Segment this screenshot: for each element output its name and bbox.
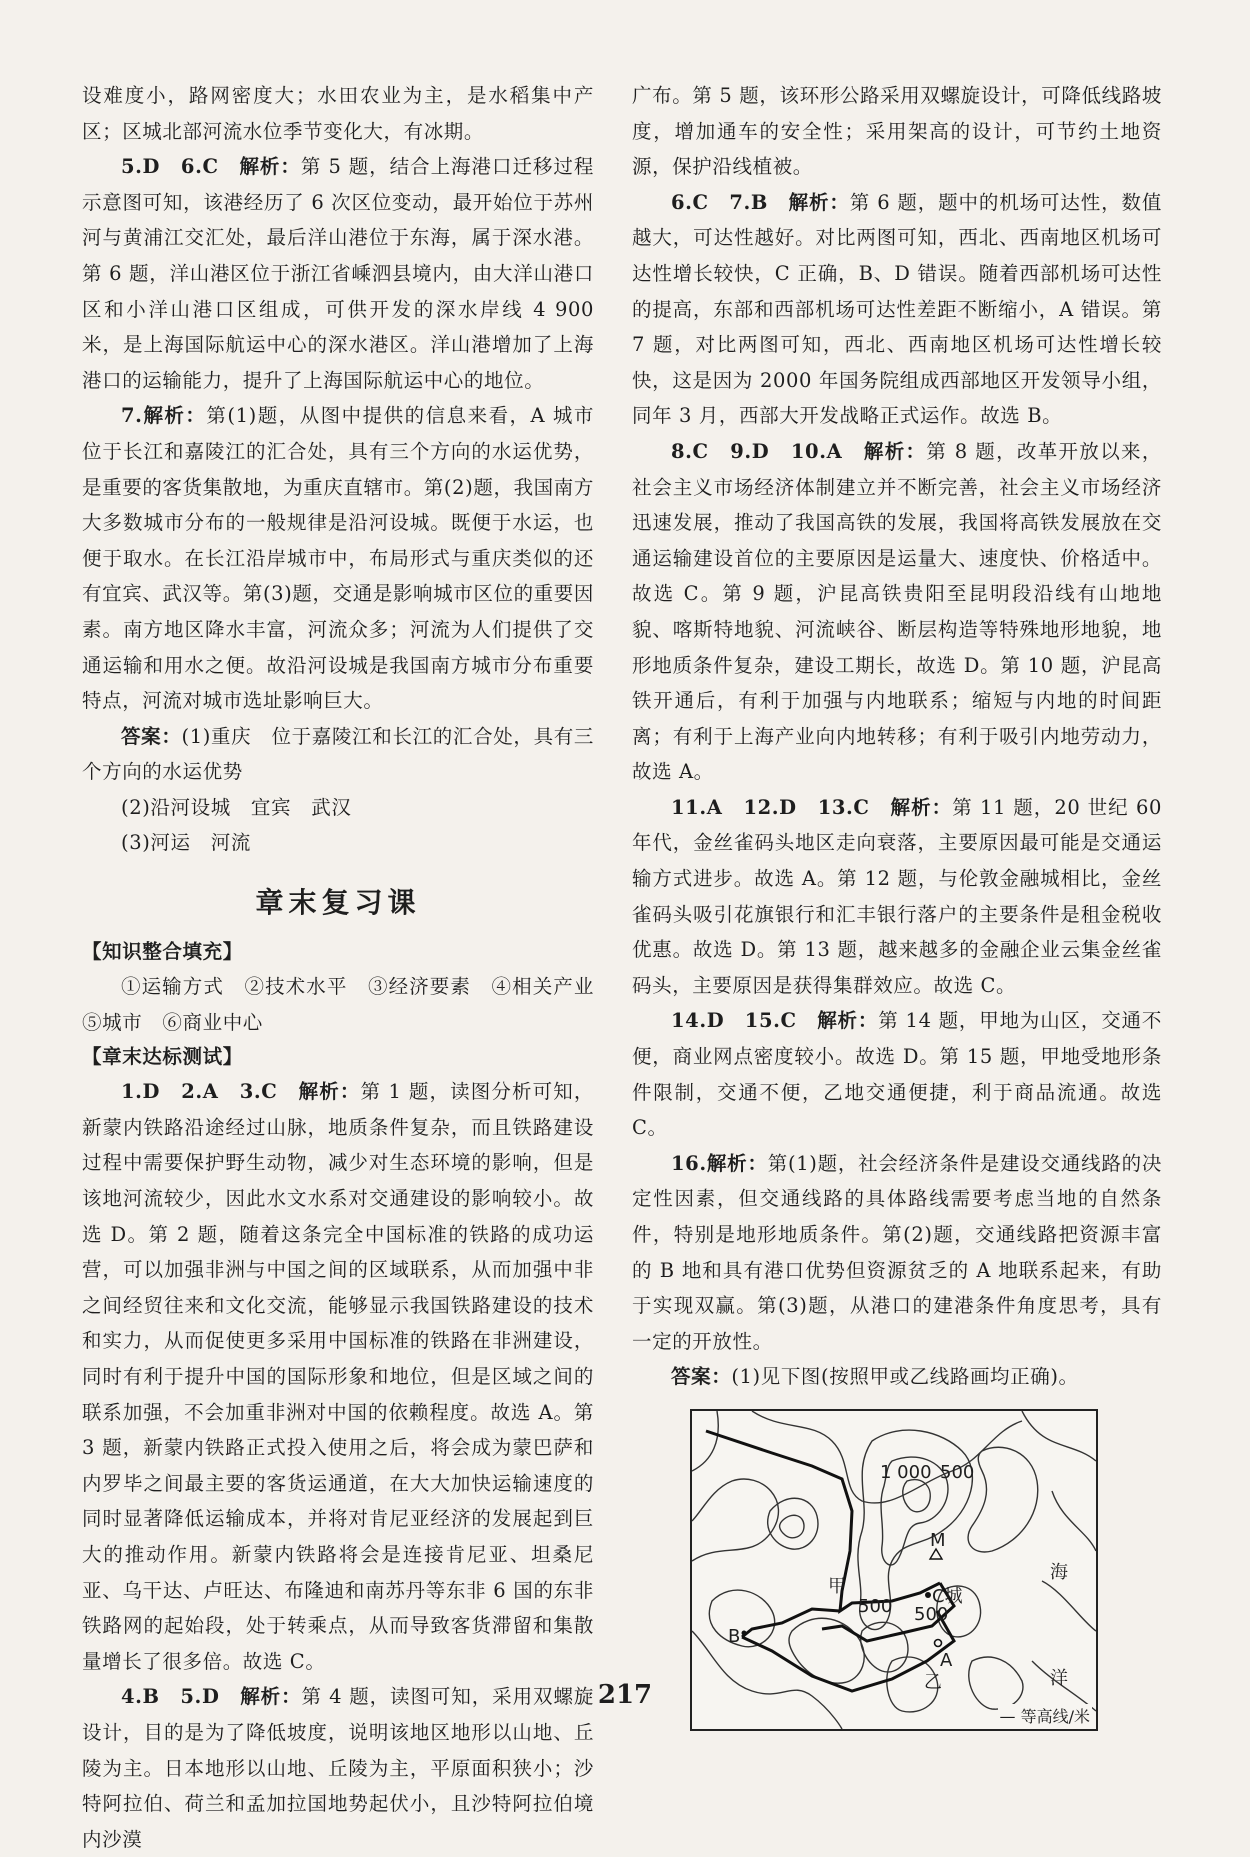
point-A-marker <box>935 1639 942 1646</box>
analysis-label: 解析： <box>706 1151 768 1175</box>
label-yi: 乙 <box>924 1671 942 1693</box>
paragraph: 设难度小，路网密度大；水田农业为主，是水稻集中产区；区城北部河流水位季节变化大，有冰期。 <box>82 84 594 143</box>
point-B-marker <box>742 1630 747 1635</box>
answer-q6-7 <box>632 185 1162 434</box>
analysis-text: 第 11 题，20 世纪 60 年代，金丝雀码头地区走向衰落，主要原因最可能是交通运输方式进步。故选 A。第 12 题，与伦敦金融城相比，金丝雀码头吸引花旗银行和汇丰银行落户的主要条件是租金税收优惠。故选 D。第 13 题，越来越多的金融企业云集金丝雀码头，主要原因是获得集群效应。故选 C。 <box>632 795 1162 997</box>
contour-label-1000: 1 000 <box>880 1461 932 1483</box>
answer-numbers: 11.A 12.D 13.C <box>671 795 870 819</box>
answer-label: 答案： <box>671 1365 732 1389</box>
section-heading: 【章末达标测试】 <box>82 1045 243 1069</box>
knowledge-fill: ①运输方式 ②技术水平 ③经济要素 ④相关产业 ⑤城市 ⑥商业中心 <box>82 975 615 1034</box>
analysis-label: 解析： <box>890 795 953 819</box>
analysis-text: 第 4 题，读图可知，采用双螺旋设计，目的是为了降低坡度，说明该地区地形以山地、丘陵为主。日本地形以山地、丘陵为主，平原面积狭小；沙特阿拉伯、荷兰和孟加拉国地势起伏小，且沙特阿拉伯境内沙漠 <box>82 1685 594 1851</box>
contour-label-500: 500 <box>914 1603 949 1625</box>
answer-q5-6 <box>82 149 594 398</box>
analysis-label: 解析： <box>298 1080 361 1104</box>
analysis-label: 解析： <box>240 1685 302 1709</box>
contour-label-500: 500 <box>858 1595 893 1617</box>
left-column <box>82 78 615 1857</box>
analysis-text: 第 1 题，读图分析可知，新蒙内铁路沿途经过山脉，地质条件复杂，而且铁路建设过程中需要保护野生动物，减少对生态环境的影响，但是该地河流较少，因此水文水系对交通建设的影响较小。故选 D。第 2 题，随着这条完全中国标准的铁路的成功运营，可以加强非洲与中国之间的区域联系，从而加强中非之间经贸往来和文化交流，能够显示我国铁路建设的技术和实力，从而促使更多采用中国标准的铁路在非洲建设，同时有利于提升中国的国际形象和地位，但是区域之间的联系加强，不会加重非洲对中国的依赖程度。故选 A。第 3 题，新蒙内铁路正式投入使用之后，将会成为蒙巴萨和内罗毕之间最主要的客货运通道，在大大加快运输速度的同时显著降低运输成本，并将对肯尼亚经济的发展起到巨大的推动作用。新蒙内铁路将会是连接肯尼亚、坦桑尼亚、乌干达、卢旺达、布隆迪和南苏丹等东非 6 国的东非铁路网的起始段，处于转乘点，从而导致客货滞留和集散量增长了很多倍。故选 C。 <box>82 1080 595 1673</box>
label-B: B <box>728 1625 741 1647</box>
analysis-label: 解析： <box>142 404 207 428</box>
analysis-text: 第 14 题，甲地为山区，交通不便，商业网点密度较小。故选 D。第 15 题，甲地受地形条件限制，交通不便，乙地交通便捷，利于商品流通。故选 C。 <box>632 1009 1162 1140</box>
answer-numbers: 6.C 7.B <box>671 190 768 214</box>
answer-block <box>632 1359 1162 1395</box>
answer-q7 <box>82 398 594 718</box>
answer-line: (3)河运 河流 <box>121 831 251 855</box>
chapter-title: 章末复习课 <box>255 886 421 920</box>
answer-line: (2)沿河设城 宜宾 武汉 <box>121 795 352 819</box>
contour-label-500: 500 <box>940 1461 975 1483</box>
map-legend: — 等高线/米 <box>998 1704 1093 1727</box>
answer-q1-3 <box>82 1074 594 1679</box>
paragraph: 广布。第 5 题，该环形公路采用双螺旋设计，可降低线路坡度，增加通车的安全性；采用架高的设计，可节约土地资源，保护沿线植被。 <box>632 84 1162 179</box>
answer-q8-10 <box>632 434 1162 790</box>
answer-q16 <box>632 1146 1162 1360</box>
answer-q14-15 <box>632 1003 1162 1145</box>
answer-text: (1)重庆 位于嘉陵江和长江的汇合处，具有三个方向的水运优势 <box>82 724 594 784</box>
answer-numbers: 4.B 5.D <box>121 1685 220 1709</box>
analysis-label: 解析： <box>817 1009 879 1033</box>
label-city-C: C城 <box>932 1585 963 1607</box>
analysis-text: 第 8 题，改革开放以来，社会主义市场经济体制建立并不断完善，社会主义市场经济迅速发展，推动了我国高铁的发展，我国将高铁发展放在交通运输建设首位的主要原因是运量大、速度快、价格适中。故选 C。第 9 题，沪昆高铁贵阳至昆明段沿线有山地地貌、喀斯特地貌、河流峡谷、断层构造等特殊地形地貌，地形地质条件复杂，建设工期长，故选 D。第 10 题，沪昆高铁开通后，有利于加强与内地联系；缩短与内地的时间距离；有利于上海产业向内地转移；有利于吸引内地劳动力，故选 A。 <box>632 439 1162 784</box>
right-column <box>632 78 1162 1731</box>
analysis-label: 解析： <box>239 155 301 179</box>
legend-text: 等高线/米 <box>1020 1706 1090 1726</box>
answer-q11-13 <box>632 790 1162 1004</box>
answer-numbers: 5.D 6.C <box>121 155 219 179</box>
label-A: A <box>940 1649 953 1671</box>
page-number: 217 <box>597 1680 653 1710</box>
analysis-text: 第(1)题，社会经济条件是建设交通线路的决定性因素，但交通线路的具体路线需要考虑当地的自然条件，特别是地形地质条件。第(2)题，交通线路把资源丰富的 B 地和具有港口优势但资源贫乏的 A 地联系起来，有助于实现双赢。第(3)题，从港口的建港条件角度思考，具有一定的开放性。 <box>632 1151 1162 1353</box>
analysis-text: 第(1)题，从图中提供的信息来看，A 城市位于长江和嘉陵江的汇合处，具有三个方向的水运优势，是重要的客货集散地，为重庆直辖市。第(2)题，我国南方大多数城市分布的一般规律是沿河设城。既便于水运，也便于取水。在长江沿岸城市中，布局形式与重庆类似的还有宜宾、武汉等。第(3)题，交通是影响城市区位的重要因素。南方地区降水丰富，河流众多；河流为人们提供了交通运输和用水之便。故沿河设城是我国南方城市分布重要特点，河流对城市选址影响巨大。 <box>82 404 594 713</box>
analysis-label: 解析： <box>788 190 850 214</box>
answer-numbers: 14.D 15.C <box>671 1009 797 1033</box>
answer-block <box>82 719 594 790</box>
answer-text: (1)见下图(按照甲或乙线路画均正确)。 <box>731 1365 1079 1389</box>
answer-numbers: 1.D 2.A 3.C <box>121 1080 278 1104</box>
analysis-text: 第 6 题，题中的机场可达性，数值越大，可达性越好。对比两图可知，西北、西南地区机场可达性增长较快，C 正确，B、D 错误。随着西部机场可达性的提高，东部和西部机场可达性差距不断缩小，A 错误。第 7 题，对比两图可知，西北、西南地区机场可达性增长较快，这是因为 2000 年国务院组成西部地区开发领导小组，同年 3 月，西部大开发战略正式运作。故选 B。 <box>632 190 1162 428</box>
analysis-label: 解析： <box>863 439 927 463</box>
answer-numbers: 16. <box>671 1151 707 1175</box>
answer-numbers: 7. <box>121 404 143 428</box>
analysis-text: 第 5 题，结合上海港口迁移过程示意图可知，该港经历了 6 次区位变动，最开始位于苏州河与黄浦江交汇处，最后洋山港位于东海，属于深水港。第 6 题，洋山港区位于浙江省嵊泗县境内，由大洋山港口区和小洋山港口区组成，可供开发的深水岸线 4 900 米，是上海国际航运中心的深水港区。洋山港增加了上海港口的运输能力，提升了上海国际航运中心的地位。 <box>82 155 594 392</box>
answer-label: 答案： <box>121 724 182 748</box>
label-ocean: 洋 <box>1050 1667 1068 1689</box>
label-sea: 海 <box>1050 1561 1068 1583</box>
label-jia: 甲 <box>828 1575 846 1597</box>
label-M: M <box>930 1529 946 1551</box>
city-C-marker <box>925 1592 931 1598</box>
section-heading: 【知识整合填充】 <box>82 940 243 964</box>
answer-numbers: 8.C 9.D 10.A <box>671 439 843 463</box>
